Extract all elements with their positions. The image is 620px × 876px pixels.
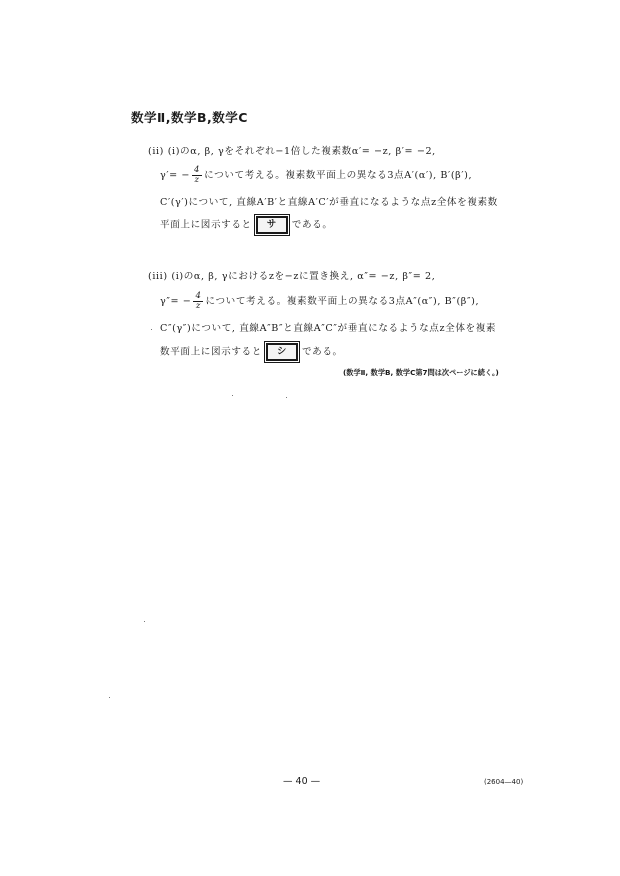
problem-ii-text-2: について考える。複素数平面上の異なる3点A′(α′), B′(β′), bbox=[204, 170, 473, 181]
scan-speck bbox=[109, 697, 110, 698]
page-number: — 40 — bbox=[283, 776, 321, 787]
problem-iii-text-1: (i)のα, β, γにおけるzを−zに置き換え, α″= −z, β″= 2, bbox=[171, 271, 436, 282]
scan-speck bbox=[232, 395, 233, 396]
continuation-note: (数学Ⅱ, 数学B, 数学C第7問は次ページに続く。) bbox=[343, 368, 499, 377]
problem-ii-text-1: (i)のα, β, γをそれぞれ−1倍した複素数α′= −z, β′= −2, bbox=[167, 146, 436, 157]
answer-box-sa[interactable]: サ bbox=[256, 216, 288, 234]
scan-speck bbox=[151, 329, 152, 330]
fraction-4-over-z bbox=[193, 292, 203, 311]
scan-speck bbox=[144, 621, 145, 622]
fraction-numerator: 4 bbox=[194, 165, 201, 175]
problem-iii-line-4 bbox=[160, 343, 343, 361]
problem-ii-line-3: C′(γ′)について, 直線A′B′と直線A′C′が垂直になるような点z全体を複素数 bbox=[160, 197, 498, 208]
problem-ii-line-1 bbox=[148, 143, 436, 157]
section-header: 数学Ⅱ,数学B,数学C bbox=[131, 110, 248, 125]
problem-ii-text-4-end: である。 bbox=[291, 219, 333, 231]
answer-box-shi[interactable]: シ bbox=[266, 343, 298, 361]
fraction-numerator: 4 bbox=[195, 291, 202, 301]
problem-iii-line-1 bbox=[148, 268, 435, 282]
fraction-denominator: z bbox=[194, 175, 200, 185]
problem-iii-marker: (iii) bbox=[148, 271, 168, 282]
problem-ii-line-4 bbox=[160, 216, 333, 234]
fraction-denominator: z bbox=[195, 301, 201, 311]
problem-ii-text-4: 平面上に図示すると bbox=[160, 219, 252, 231]
problem-ii-line-2 bbox=[160, 166, 472, 185]
fraction-4-over-z bbox=[192, 166, 202, 185]
page-code: (2604—40) bbox=[484, 778, 524, 786]
problem-iii-gamma-prefix: γ″= − bbox=[160, 296, 192, 307]
problem-iii-line-2 bbox=[160, 292, 479, 311]
problem-iii-text-4-end: である。 bbox=[301, 346, 343, 358]
problem-iii-text-4: 数平面上に図示すると bbox=[160, 346, 262, 358]
problem-ii-marker: (ii) bbox=[148, 146, 165, 157]
problem-iii-text-2: について考える。複素数平面上の異なる3点A″(α″), B″(β″), bbox=[205, 296, 480, 307]
scan-speck bbox=[286, 397, 287, 398]
problem-ii-gamma-prefix: γ′= − bbox=[160, 170, 191, 181]
problem-iii-line-3: C″(γ″)について, 直線A″B″と直線A″C″が垂直になるような点z全体を複素 bbox=[160, 323, 497, 334]
